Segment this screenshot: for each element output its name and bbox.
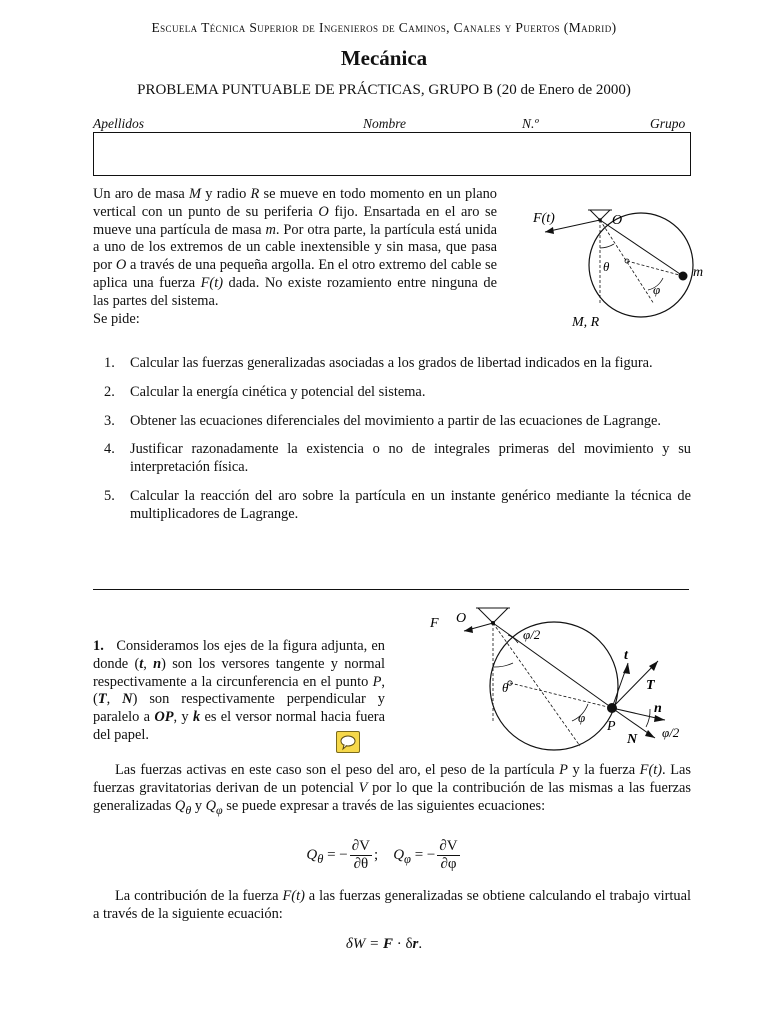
fig2-label-O: O (456, 611, 467, 626)
field-label-nombre: Nombre (363, 116, 406, 131)
fig1-label-phi: φ (653, 282, 661, 297)
fig2-label-phi-half-2: φ/2 (662, 725, 680, 740)
figure-hoop-problem (515, 198, 735, 338)
problem-statement: Un aro de masa M y radio R se mueve en todo momento en un plano vertical con un punto de su periferia O fijo. Ensartada en el aro se mueve una partícula de masa m. Por otra parte, la partícula está unida a uno de los extremos de un cable inextensible y sin masa, que pasa por O a través de una pequeña argolla. En el otro extremo del cable se aplica una fuerza F(t) dada. No existe rozamiento entre ninguna de las partes del sistema. Se pide: (93, 186, 497, 327)
equation-virtual-work: δW = F · δr. (345, 936, 423, 952)
fig2-label-phi-half: φ/2 (523, 627, 541, 642)
fig1-label-MR: M, R (572, 315, 600, 330)
field-label-numero: N.º (522, 116, 539, 131)
question-item: 3. Obtener las ecuaciones diferenciales del movimiento a partir de las ecuaciones de Lagrange. (104, 412, 662, 429)
fig1-label-m: m (693, 265, 704, 280)
force-arrow-head (545, 227, 554, 234)
field-label-apellidos: Apellidos (93, 116, 144, 131)
equation-generalized-forces: $Q_\theta$ = − $\frac{\partial V}{\partial\theta}$ ; $Q_\varphi$ = − $\frac{\partial V}{\partial\varphi}$ (306, 838, 458, 872)
fig2-label-F: F (430, 616, 439, 631)
question-item: 1. Calcular las fuerzas generalizadas asociadas a los grados de libertad indicados en la figura. (104, 355, 653, 371)
cable-line (600, 220, 683, 276)
figure-solution-axes (420, 603, 700, 753)
question-item: 2. Calcular la energía cinética y potencial del sistema. (104, 383, 426, 400)
fig1-label-F: F(t) (533, 211, 555, 226)
fig2-label-theta: θ (502, 680, 509, 695)
force-arrow-head (464, 626, 473, 633)
question-list (93, 355, 691, 535)
fig2-label-phi: φ (578, 710, 586, 725)
solution-paragraph-2: Las fuerzas activas en este caso son el peso del aro, el peso de la partícula P y la fuerza F(t). Las fuerzas gravitatorias derivan de un potencial V por lo que la contribución de las mismas a las fuerzas generalizadas $Q_\theta$ y $Q_\varphi$ se puede expresar a través de las siguientes ecuaciones: (93, 762, 691, 817)
comment-annotation-icon[interactable] (336, 731, 360, 753)
fig2-label-P: P (607, 719, 616, 734)
student-name-box[interactable] (93, 132, 691, 176)
particle-m (679, 272, 688, 281)
exam-subtitle: PROBLEMA PUNTUABLE DE PRÁCTICAS, GRUPO B (20 de Enero de 2000) (137, 82, 631, 98)
fig2-label-n: n (654, 701, 662, 716)
question-item: 5. Calcular la reacción del aro sobre la partícula en un instante genérico mediante la técnica de multiplicadores de Lagrange. (104, 487, 691, 522)
radius-dashed (510, 683, 612, 708)
fig2-label-T: T (646, 678, 655, 693)
fig2-label-t: t (624, 648, 628, 663)
se-pide: Se pide: (93, 310, 140, 327)
question-item: 4. Justificar razonadamente la existencia o no de integrales primeras del movimiento y su interpretación física. (104, 441, 691, 476)
theta-arc (493, 663, 513, 667)
institution-header: Escuela Técnica Superior de Ingenieros de Caminos, Canales y Puertos (Madrid) (151, 20, 617, 35)
fig1-label-theta: θ (603, 259, 610, 274)
fig1-label-O: O (612, 213, 623, 228)
course-title: Mecánica (340, 46, 428, 70)
field-label-grupo: Grupo (650, 116, 686, 131)
pivot-support (478, 608, 508, 623)
section-divider (93, 589, 689, 590)
fig2-label-N: N (627, 732, 638, 747)
theta-arc (600, 244, 614, 248)
solution-paragraph-1: 1. Consideramos los ejes de la figura adjunta, en donde (t, n) son los versores tangente y normal respectivamente a la circunferencia en el punto P, (T, N) son respectivamente perpendicular y paralelo a OP, y k es el versor normal hacia fuera del papel. (93, 638, 385, 743)
phi-half-arc-2 (646, 709, 650, 727)
hoop-circle (490, 622, 618, 750)
solution-paragraph-3: La contribución de la fuerza F(t) a las fuerzas generalizadas se obtiene calculando el trabajo virtual a través de la siguiente ecuación: (93, 888, 692, 922)
radius-dashed (627, 261, 683, 276)
